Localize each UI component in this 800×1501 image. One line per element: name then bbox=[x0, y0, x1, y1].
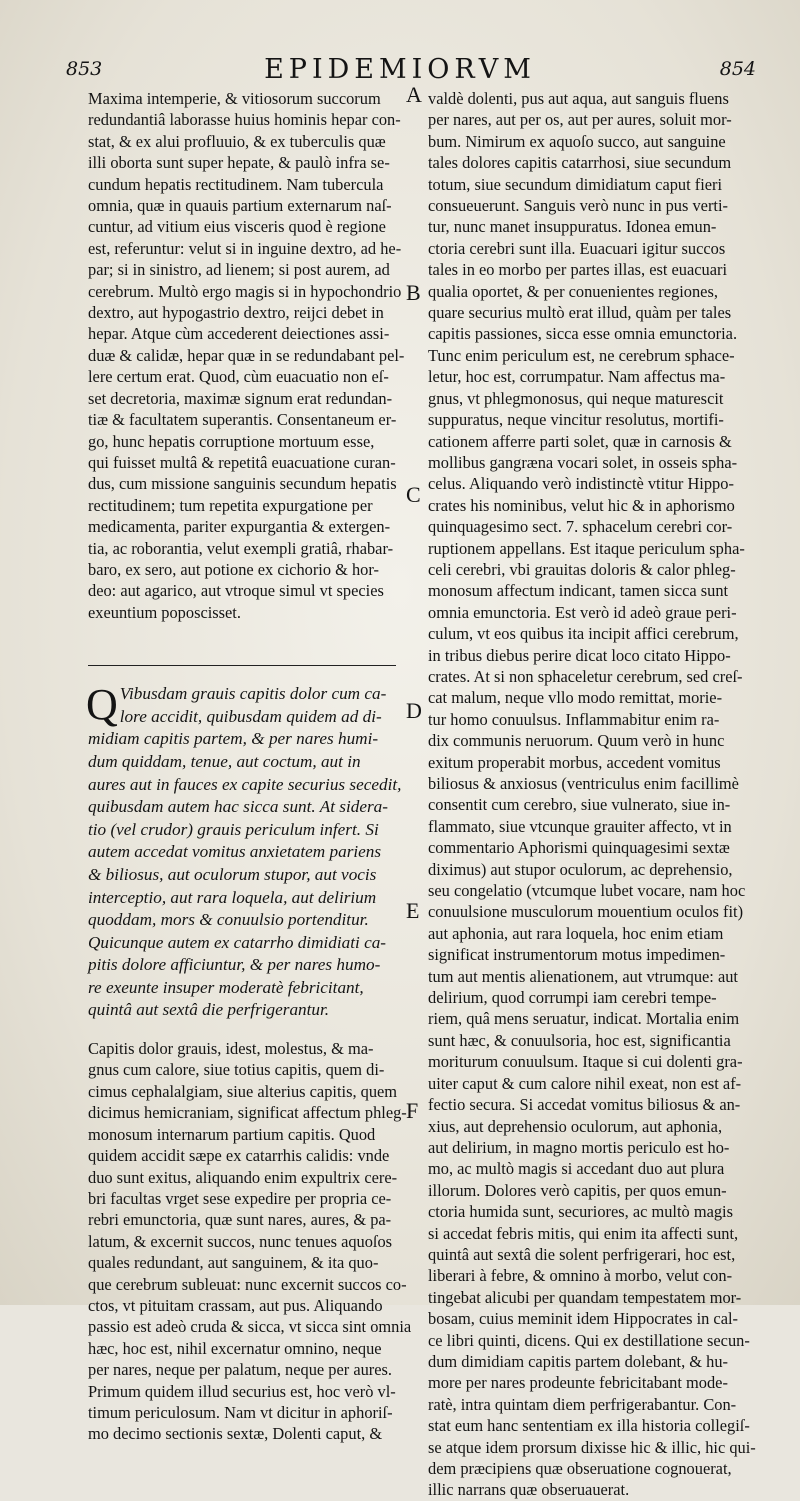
margin-letter-a: A bbox=[406, 82, 422, 107]
left-column bbox=[86, 88, 412, 1445]
text-line: per nares, aut per os, aut per aures, soluit mor- bbox=[428, 110, 732, 130]
text-line: dum dimidiam capitis partem dolebant, & hu- bbox=[428, 1351, 728, 1371]
text-line: est, referuntur: velut si in inguine dextro, ad he- bbox=[88, 238, 402, 258]
text-line: go, hunc hepatis corruptione mortuum esse, bbox=[88, 431, 375, 451]
text-line: bum. Nimirum ex aquoſo succo, aut sanguine bbox=[428, 131, 726, 151]
text-line: sunt hæc, & conuulsoria, hoc est, significantia bbox=[428, 1030, 731, 1050]
aphorism-line: autem accedat vomitus anxietatem pariens bbox=[88, 842, 382, 862]
text-line: seu congelatio (vtcumque lubet vocare, nam hoc bbox=[428, 881, 746, 901]
text-line: culum, vt eos quibus ita incipit affici cerebrum, bbox=[428, 624, 739, 644]
aphorism-line: tio (vel crudor) grauis periculum infert. Si bbox=[88, 819, 379, 839]
text-line: Primum quidem illud securius est, hoc verò vl- bbox=[88, 1381, 396, 1401]
aphorism-line: & biliosus, aut oculorum stupor, aut vocis bbox=[88, 864, 377, 884]
text-line: cationem afferre parti solet, quæ in carnosis & bbox=[428, 431, 732, 451]
text-line: quinquagesimo sect. 7. sphacelum cerebri cor- bbox=[428, 517, 733, 537]
text-line: uiter caput & cum calore nihil exeat, non est af- bbox=[428, 1073, 742, 1093]
text-line: medicamenta, pariter expurgantia & extergen- bbox=[88, 517, 391, 537]
text-line: letur, hoc est, corrumpatur. Nam affectus ma- bbox=[428, 367, 726, 387]
text-line: hæc, hoc est, nihil excernatur omnino, neque bbox=[88, 1338, 382, 1358]
text-line: ratè, intra quintam diem perfrigerabantur. Con- bbox=[428, 1394, 737, 1414]
margin-letter-f: F bbox=[406, 1098, 419, 1123]
aphorism-line: Quicunque autem ex catarrho dimidiati ca- bbox=[88, 932, 387, 952]
text-line: consentit cum cerebro, siue vulnerato, siue in- bbox=[428, 795, 731, 815]
text-line: ruptionem appellans. Est itaque periculum spha- bbox=[428, 538, 745, 558]
text-line: exitum properabit morbus, accedent vomitus bbox=[428, 752, 721, 772]
text-line: latum, & excernit succos, nunc tenues aquoſos bbox=[88, 1231, 393, 1251]
text-line: monosum affectum indicant, tamen sicca sunt bbox=[428, 581, 729, 601]
text-line: bosam, cuius meminit idem Hippocrates in cal- bbox=[428, 1309, 738, 1329]
text-line: quales redundant, aut sanguinem, & ita quo- bbox=[88, 1253, 379, 1273]
aphorism-line: quintâ aut sextâ die perfrigerantur. bbox=[88, 1000, 330, 1020]
margin-letter-d: D bbox=[406, 698, 422, 723]
aphorism-text bbox=[86, 680, 402, 1022]
text-line: dextro, aut hypogastrio dextro, reijci debet in bbox=[88, 303, 384, 323]
text-line: celus. Aliquando verò indistinctè vtitur Hippo- bbox=[428, 474, 734, 494]
page-number-left: 853 bbox=[66, 58, 103, 80]
text-line: commentario Aphorismi quinquagesimi sextæ bbox=[428, 838, 730, 858]
text-line: tur, nunc manet insuppuratus. Idonea emun- bbox=[428, 217, 717, 237]
text-line: hepar. Atque cùm accederent deiectiones assi- bbox=[88, 324, 390, 344]
aphorism-line: interceptio, aut rara loquela, aut delirium bbox=[88, 887, 377, 907]
aphorism-line: lore accidit, quibusdam quidem ad di- bbox=[119, 706, 382, 726]
commentary-continued bbox=[428, 88, 762, 1501]
text-line: ctos, vt pituitam crassam, aut pus. Aliquando bbox=[88, 1295, 383, 1315]
commentary-paragraph-1 bbox=[88, 88, 405, 623]
text-line: rectitudinem; tum repetita expurgatione per bbox=[88, 495, 373, 515]
text-line: significat instrumentorum motus impedimen- bbox=[428, 945, 726, 965]
text-line: tales in eo morbo per partes illas, est euacuari bbox=[428, 260, 728, 280]
text-line: set decretoria, maximæ signum erat redundan- bbox=[88, 388, 393, 408]
text-line: dicimus hemicraniam, significat affectum phleg- bbox=[88, 1103, 407, 1123]
margin-letter-c: C bbox=[406, 482, 421, 507]
text-line: exeuntium poposcisset. bbox=[88, 602, 241, 622]
margin-letter-e: E bbox=[406, 898, 420, 923]
text-line: tingebat alicubi per quandam tempestatem mor- bbox=[428, 1287, 742, 1307]
text-line: gnus cum calore, siue totius capitis, quem di- bbox=[88, 1060, 385, 1080]
text-line: qualia oportet, & per conuenientes regiones, bbox=[428, 281, 718, 301]
text-line: Tunc enim periculum est, ne cerebrum sphace- bbox=[428, 345, 735, 365]
text-line: mollibus gangræna vocari solet, in osseis spha- bbox=[428, 452, 738, 472]
text-line: passio est adeò cruda & sicca, vt sicca sint omnia bbox=[88, 1317, 412, 1337]
text-line: conuulsione musculorum mouentium oculos fit) bbox=[428, 902, 744, 922]
text-line: ctoria humida sunt, securiores, ac multò magis bbox=[428, 1202, 733, 1222]
text-line: consueuerunt. Sanguis verò nunc in pus verti- bbox=[428, 196, 728, 216]
text-line: illic narrans quæ obseruauerat. bbox=[428, 1480, 630, 1500]
text-line: riem, quâ mens seruatur, indicat. Mortalia enim bbox=[428, 1009, 740, 1029]
text-line: liberari à febre, & omnino à morbo, velut con- bbox=[428, 1266, 733, 1286]
page-header bbox=[0, 54, 800, 88]
text-line: crates his nominibus, velut hic & in aphorismo bbox=[428, 495, 735, 515]
text-line: tiæ & facultatem superantis. Consentaneum er- bbox=[88, 410, 397, 430]
text-line: fectio secura. Si accedat vomitus biliosus & an- bbox=[428, 1095, 741, 1115]
text-line: cimus cephalalgiam, siue alterius capitis, quem bbox=[88, 1081, 398, 1101]
text-line: dus, cum missione sanguinis secundum hepatis bbox=[88, 474, 397, 494]
page-number-right: 854 bbox=[719, 58, 756, 80]
text-line: cat malum, neque vllo modo remittat, morie- bbox=[428, 688, 723, 708]
text-line: moriturum conuulsum. Itaque si cui dolenti gra- bbox=[428, 1052, 743, 1072]
text-line: capitis passiones, sicca esse omnia emunctoria. bbox=[428, 324, 738, 344]
text-line: suppuratus, neque vincitur resolutus, mortifi- bbox=[428, 410, 724, 430]
text-line: quintâ aut sextâ die solent perfrigerari, hoc est, bbox=[428, 1244, 736, 1264]
margin-letter-b: B bbox=[406, 280, 421, 305]
text-line: flammato, siue vtcunque grauiter affecto, vt in bbox=[428, 816, 732, 836]
text-line: dem præcipiens quæ obseruatione cognouerat, bbox=[428, 1459, 732, 1478]
text-line: aut delirium, in magno mortis periculo est ho- bbox=[428, 1137, 730, 1157]
text-line: baro, ex sero, aut potione ex cichorio & hor- bbox=[88, 559, 379, 579]
text-line: mo, ac multò magis si accedant duo aut plura bbox=[428, 1159, 725, 1179]
text-line: stat eum hanc sententiam ex illa historia collegiſ- bbox=[428, 1416, 750, 1436]
commentary-paragraph-2 bbox=[88, 1038, 412, 1445]
text-line: par; si in sinistro, ad lienem; si post aurem, ad bbox=[88, 260, 390, 280]
text-line: illi oborta sunt super hepate, & paulò infra se- bbox=[88, 153, 390, 173]
text-line: tur homo conuulsus. Inflammabitur enim ra- bbox=[428, 709, 720, 729]
text-line: valdè dolenti, pus aut aqua, aut sanguis fluens bbox=[428, 89, 729, 108]
text-line: stat, & ex alui profluuio, & ex tuberculis quæ bbox=[88, 131, 386, 151]
aphorism-line: aures aut in fauces ex capite securius secedit, bbox=[88, 774, 402, 794]
text-line: tia, ac roborantia, velut exempli gratiâ, rhabar- bbox=[88, 538, 394, 558]
text-line: xius, aut deprehensio oculorum, aut aphonia, bbox=[428, 1116, 723, 1136]
right-column bbox=[428, 88, 762, 1501]
text-line: celi cerebri, vbi grauitas doloris & calor phleg- bbox=[428, 559, 736, 579]
text-line: cundum hepatis rectitudinem. Nam tubercula bbox=[88, 174, 384, 194]
text-line: illorum. Dolores verò capitis, per quos emun- bbox=[428, 1180, 727, 1200]
text-line: bri facultas vrget sese expedire per propria ce- bbox=[88, 1188, 392, 1208]
text-line: si accedat febris mitis, qui enim ita affecti sunt, bbox=[428, 1223, 739, 1243]
text-line: quare securius multò erat illud, quàm per tales bbox=[428, 303, 732, 323]
text-line: tales dolores capitis catarrhosi, siue secundum bbox=[428, 153, 732, 173]
aphorism-line: dum quiddam, tenue, aut coctum, aut in bbox=[88, 751, 361, 771]
text-line: biliosus & anxiosus (ventriculus enim facillimè bbox=[428, 774, 739, 793]
text-line: duæ & calidæ, hepar quæ in se redundabant pel- bbox=[88, 345, 405, 365]
text-line: dix communis neruorum. Quum verò in hunc bbox=[428, 731, 725, 751]
aphorism-line: pitis dolore afficiuntur, & per nares humo- bbox=[88, 955, 381, 975]
aphorism-line: Vibusdam grauis capitis dolor cum ca- bbox=[119, 684, 387, 704]
text-line: duo sunt exitus, aliquando enim expultrix cere- bbox=[88, 1167, 398, 1187]
text-line: omnia, quæ in quauis partium externarum naſ- bbox=[88, 196, 392, 216]
drop-cap: Q bbox=[86, 680, 118, 730]
text-line: diximus) aut stupor oculorum, ac deprehensio, bbox=[428, 859, 733, 879]
aphorism-line: quoddam, mors & conuulsio portenditur. bbox=[88, 910, 369, 930]
text-line: rebri emunctoria, quæ sunt nares, aures, & pa- bbox=[88, 1210, 392, 1230]
text-line: mo decimo sectionis sextæ, Dolenti caput, & bbox=[88, 1424, 383, 1444]
aphorism-line: quibusdam autem hac sicca sunt. At siderа- bbox=[88, 797, 388, 817]
text-line: omnia emunctoria. Est verò id adeò graue peri- bbox=[428, 602, 737, 622]
text-line: quidem accidit sæpe ex catarrhis calidis: vnde bbox=[88, 1146, 390, 1166]
text-line: delirium, quod corrumpi iam cerebri tempe- bbox=[428, 988, 717, 1008]
aphorism-line: re exeunte insuper moderatè febricitant, bbox=[88, 977, 364, 997]
text-line: gnus, vt phlegmonosus, qui neque maturescit bbox=[428, 388, 724, 408]
text-line: per nares, neque per palatum, neque per aures. bbox=[88, 1360, 392, 1380]
text-line: qui fuisset multâ & repetitâ euacuatione curan- bbox=[88, 452, 396, 472]
text-line: lere certum erat. Quod, cùm euacuatio non eſ- bbox=[88, 367, 389, 387]
text-line: crates. At si non sphaceletur cerebrum, sed creſ- bbox=[428, 666, 743, 686]
aphorism-line: midiam capitis partem, & per nares humi- bbox=[88, 729, 379, 749]
text-line: cuntur, ad vitium eius visceris quod è regione bbox=[88, 217, 386, 237]
section-rule bbox=[88, 665, 396, 667]
text-line: deo: aut agarico, aut vtroque simul vt species bbox=[88, 581, 384, 601]
text-line: ctoria cerebri sunt illa. Euacuari igitur succos bbox=[428, 238, 726, 258]
text-line: timum periculosum. Nam vt dicitur in aphoriſ- bbox=[88, 1402, 393, 1422]
text-line: ce libri quinti, dicens. Qui ex destillatione secun- bbox=[428, 1330, 750, 1350]
text-line: more per nares prodeunte febricitabant mode- bbox=[428, 1373, 728, 1393]
text-line: totum, siue secundum dimidiatum caput fieri bbox=[428, 174, 723, 194]
text-line: redundantiâ laborasse huius hominis hepar con- bbox=[88, 110, 401, 130]
text-line: monosum internarum partium capitis. Quod bbox=[88, 1124, 376, 1144]
text-line: tum aut mentis alienationem, aut vtrumque: aut bbox=[428, 966, 738, 986]
text-line: que cerebrum subleuat: nunc excernit succos co- bbox=[88, 1274, 407, 1294]
running-title: EPIDEMIORVM bbox=[264, 54, 536, 85]
text-line: Capitis dolor grauis, idest, molestus, & ma- bbox=[88, 1039, 374, 1059]
text-line: cerebrum. Multò ergo magis si in hypochondrio bbox=[88, 281, 402, 301]
text-line: Maxima intemperie, & vitiosorum succorum bbox=[88, 89, 381, 108]
text-line: se atque idem prorsum dixisse hic & illic, hic qui- bbox=[428, 1437, 756, 1457]
text-line: in tribus diebus perire dicat loco citato Hippo- bbox=[428, 645, 731, 665]
text-line: aut aphonia, aut rara loquela, hoc enim etiam bbox=[428, 923, 724, 943]
